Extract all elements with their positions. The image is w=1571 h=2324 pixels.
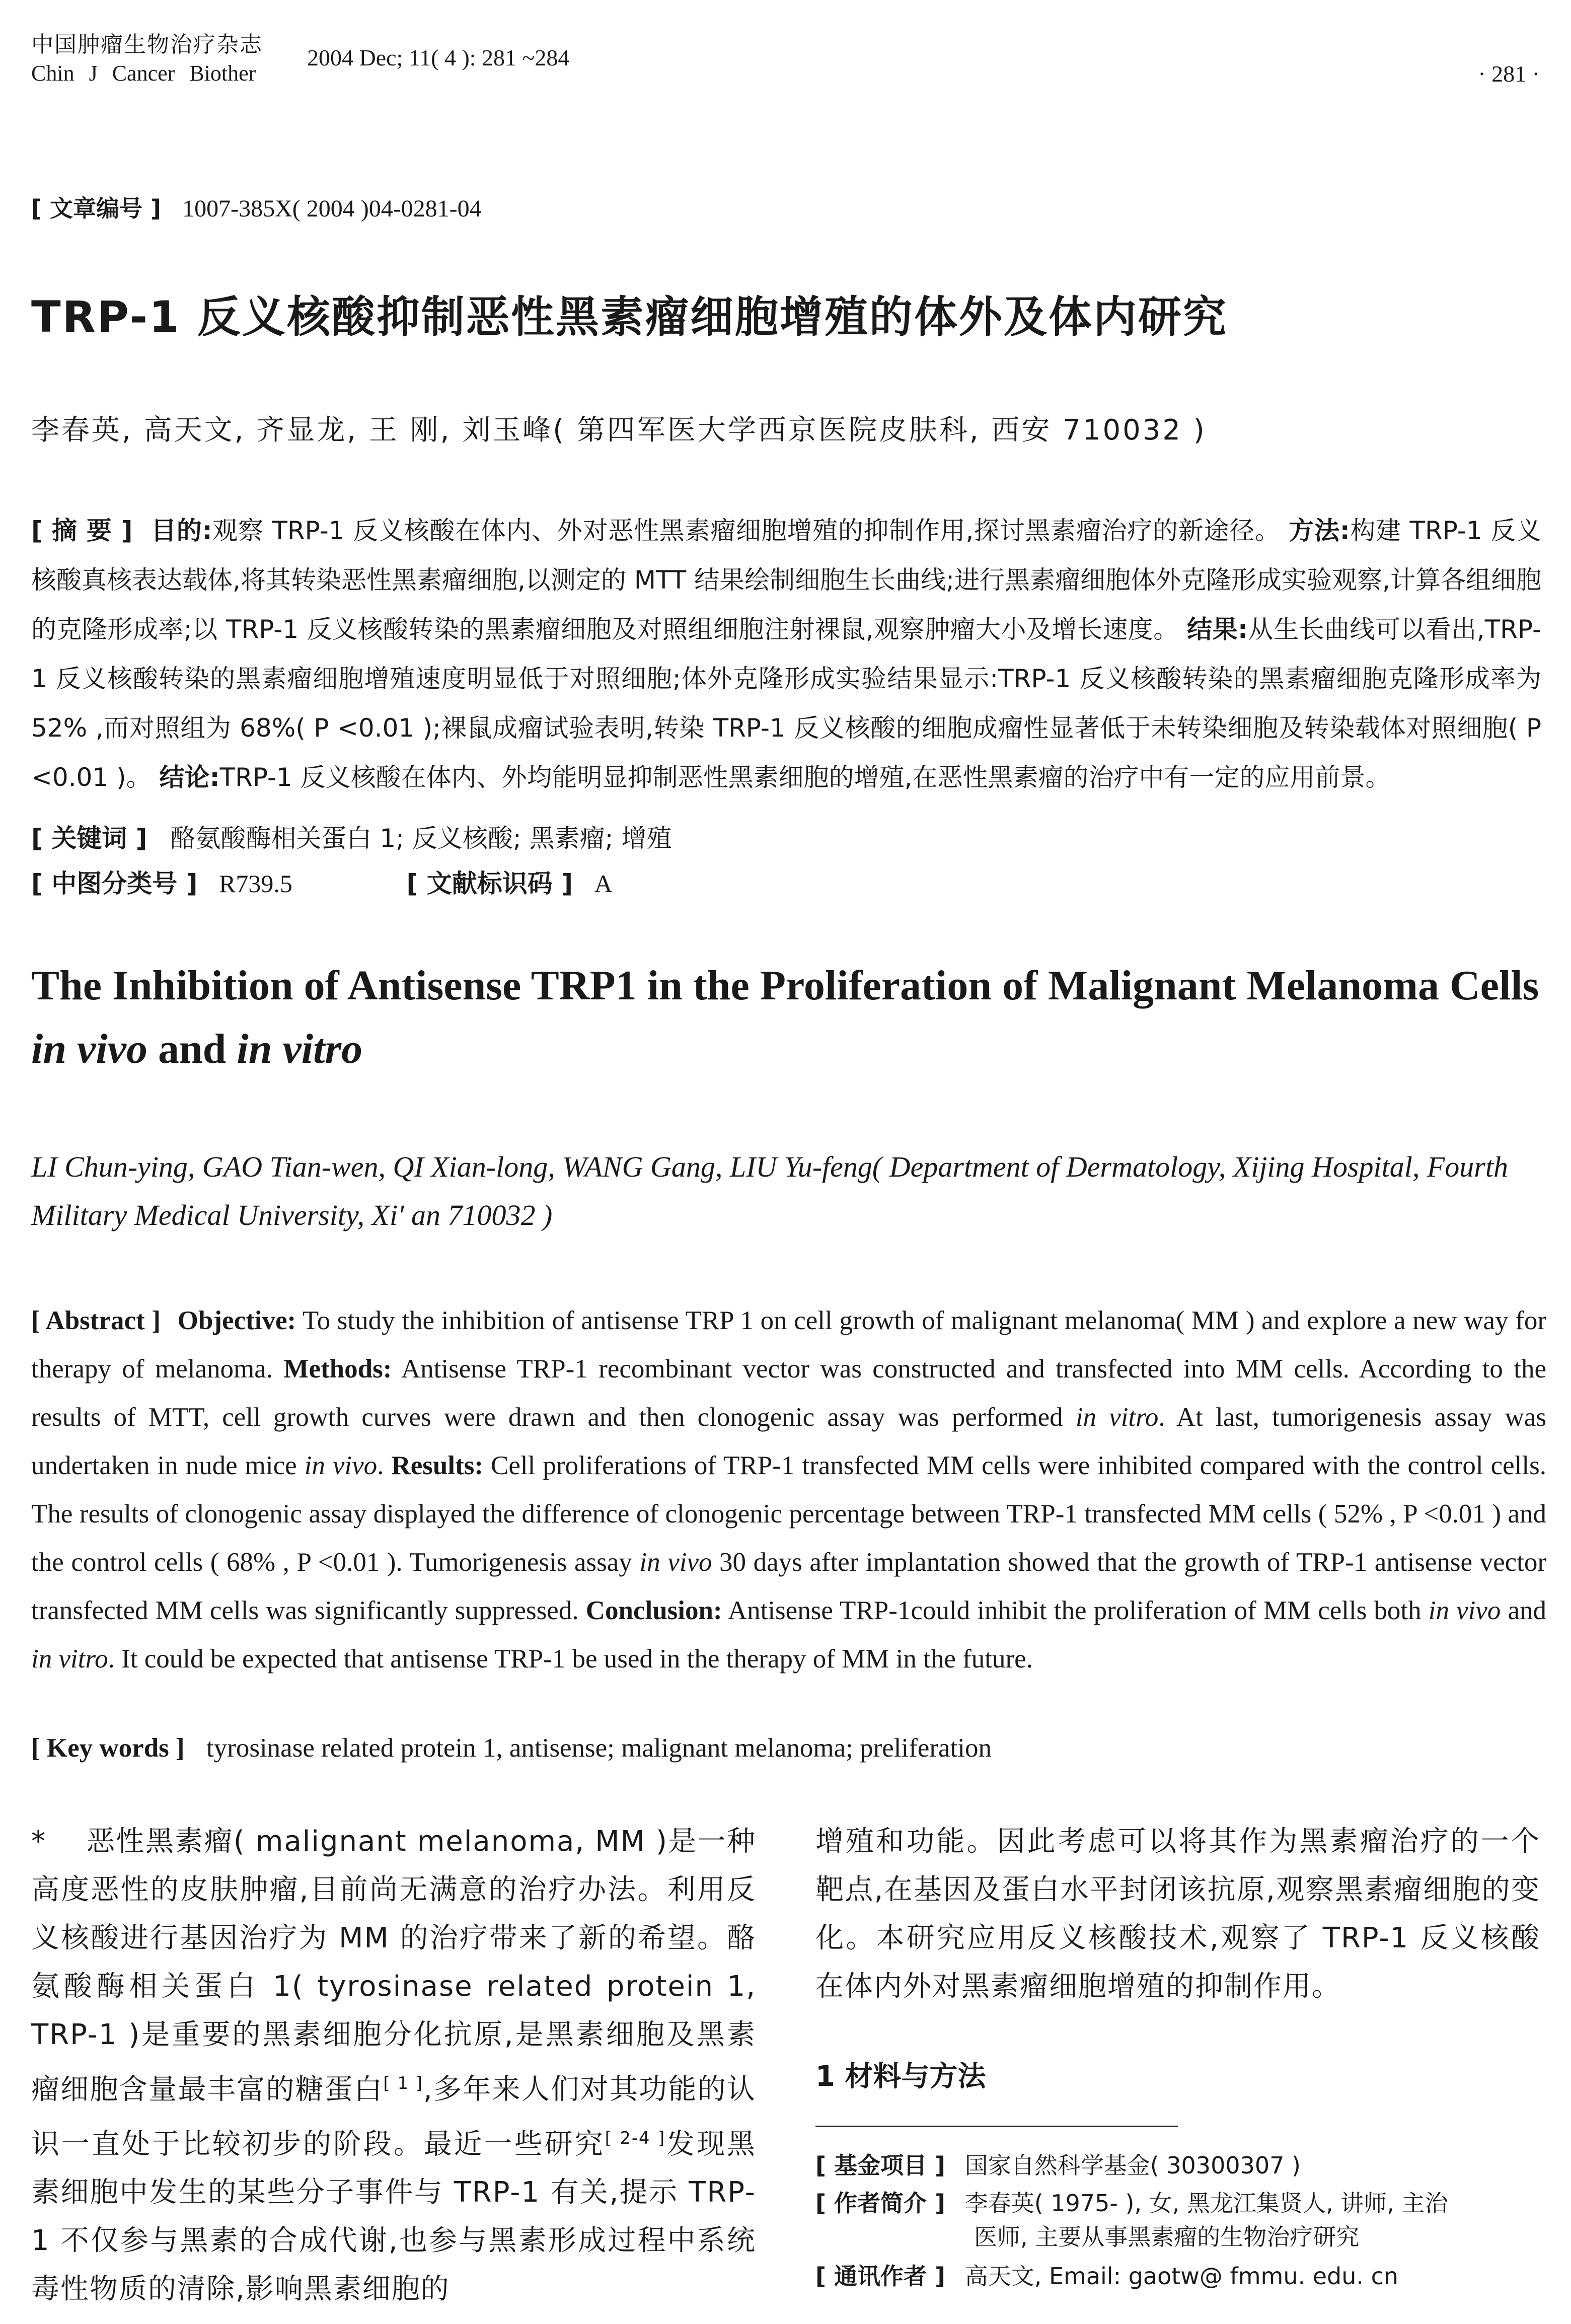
body-intro-1: 恶性黑素瘤( malignant melanoma, MM )是一种高度恶性的皮肤肿瘤,目前尚无满意的治疗办法。利用反义核酸进行基因治疗为 MM 的治疗带来了新的希望。酪氨酸酶相关蛋白 1( tyrosinase related protein 1, TRP-1 )是重要的黑素细胞分化抗原,是黑素细胞及黑素瘤细胞含量最丰富的糖蛋白	[31, 1825, 756, 2106]
classification-label: [ 中图分类号 ]	[31, 869, 198, 898]
title-en-in-vitro: in vitro	[237, 1026, 363, 1072]
conclusion-en-1: Antisense TRP-1could inhibit the proliferation of MM cells both	[727, 1596, 1429, 1625]
journal-name-en: Chin J Cancer Biother	[31, 61, 256, 86]
body-left-column	[31, 1818, 756, 2313]
article-id-value: 1007-385X( 2004 )04-0281-04	[182, 195, 482, 222]
keywords-cn-value: 酪氨酸酶相关蛋白 1; 反义核酸; 黑素瘤; 增殖	[170, 824, 672, 853]
author-bio-line-2: 医师, 主要从事黑素瘤的生物治疗研究	[974, 2223, 1360, 2250]
results-en-1: Cell proliferations of TRP-1 transfected MM cells were inhibited compared with the control cells. The results of clonogenic assay displayed the difference of clonogenic percentage between TRP-1 transfected MM cells ( 52% , P <0.01 ) and the control cells ( 68% , P <0.01 ). Tumorigenesis assay	[31, 1451, 1546, 1577]
article-id-label: [ 文章编号 ]	[31, 195, 162, 222]
keywords-en	[31, 1733, 992, 1763]
journal-issue: 2004 Dec; 11( 4 ): 281 ~284	[307, 45, 570, 70]
keywords-cn-label: [ 关键词 ]	[31, 824, 147, 853]
reference-2-4: [ 2-4 ]	[605, 2128, 666, 2148]
methods-en-1: Antisense TRP-1 recombinant vector was constructed and transfected into MM cells. According to the results of MTT, cell growth curves were drawn and then clonogenic assay was performed	[31, 1354, 1546, 1432]
classification	[31, 863, 613, 900]
results-label-en: Results:	[391, 1451, 483, 1480]
conclusion-label-cn: 结论:	[159, 763, 220, 792]
keywords-en-label: [ Key words ]	[31, 1733, 185, 1763]
fund-label: [ 基金项目 ]	[815, 2152, 946, 2179]
results-label-cn: 结果:	[1187, 615, 1248, 644]
authors-en: LI Chun-ying, GAO Tian-wen, QI Xian-long, WANG Gang, LIU Yu-feng( Department of Dermatology, Xijing Hospital, Fourth Military Medical University, Xi' an 710032 )	[31, 1150, 1508, 1231]
article-id	[31, 190, 482, 224]
conclusion-cn: TRP-1 反义核酸在体内、外均能明显抑制恶性黑素细胞的增殖,在恶性黑素瘤的治疗中有一定的应用前景。	[219, 763, 1391, 792]
methods-en-2: . At last, tumorigenesis assay was undertaken in nude mice	[31, 1403, 1547, 1480]
body-right-column: 增殖和功能。因此考虑可以将其作为黑素瘤治疗的一个靶点,在基因及蛋白水平封闭该抗原,观察黑素瘤细胞的变化。本研究应用反义核酸技术,观察了 TRP-1 反义核酸在体内外对黑素瘤细胞增殖的抑制作用。	[815, 1825, 1540, 2003]
methods-cn: 构建 TRP-1 反义核酸真核表达载体,将其转染恶性黑素瘤细胞,以测定的 MTT 结果绘制细胞生长曲线;进行黑素瘤细胞体外克隆形成实验观察,计算各组细胞的克隆形成率;以 TRP-1 反义核酸转染的黑素瘤细胞及对照组细胞注射裸鼠,观察肿瘤大小及增长速度。	[31, 516, 1541, 644]
corresponding-value: 高天文, Email: gaotw@ fmmu. edu. cn	[964, 2263, 1399, 2290]
abstract-cn-label: [ 摘 要 ]	[31, 516, 133, 545]
objective-cn: 观察 TRP-1 反义核酸在体内、外对恶性黑素瘤细胞增殖的抑制作用,探讨黑素瘤治疗的新途径。	[212, 516, 1281, 545]
results-en-2: 30 days after implantation showed that the growth of TRP-1 antisense vector transfected MM cells was significantly suppressed.	[31, 1548, 1547, 1625]
body-intro-2: ,多年来人们对其功能的认识一直处于比较初步的阶段。最近一些研究	[31, 2073, 756, 2161]
objective-label-en: Objective:	[177, 1306, 296, 1335]
title-en-main: The Inhibition of Antisense TRP1 in the Proliferation of Malignant Melanoma Cells	[31, 962, 1539, 1009]
author-bio-line-1: 李春英( 1975- ), 女, 黑龙江集贤人, 讲师, 主治	[964, 2190, 1448, 2217]
body-intro-3: 发现黑素细胞中发生的某些分子事件与 TRP-1 有关,提示 TRP-1 不仅参与黑素的合成代谢,也参与黑素形成过程中系统毒性物质的清除,影响黑素细胞的	[31, 2128, 757, 2306]
section-heading: 1 材料与方法	[815, 2060, 986, 2093]
authors-cn: 李春英, 高天文, 齐显龙, 王 刚, 刘玉峰( 第四军医大学西京医院皮肤科, 西安 710032 )	[31, 414, 1207, 447]
doc-code-value: A	[594, 869, 613, 898]
conclusion-label-en: Conclusion:	[585, 1596, 722, 1625]
abstract-en-label: [ Abstract ]	[31, 1306, 161, 1335]
footnote-corresponding	[815, 2261, 1398, 2292]
methods-label-en: Methods:	[283, 1354, 392, 1384]
objective-label-cn: 目的:	[151, 516, 212, 545]
results-cn: 从生长曲线可以看出,TRP-1 反义核酸转染的黑素瘤细胞增殖速度明显低于对照细胞;体外克隆形成实验结果显示:TRP-1 反义核酸转染的黑素瘤细胞克隆形成率为 52% ,而对照组为 68%( P <0.01 );裸鼠成瘤试验表明,转染 TRP-1 反义核酸的细胞成瘤性显著低于未转染细胞及转染载体对照细胞( P <0.01 )。	[31, 615, 1542, 792]
classification-value: R739.5	[219, 869, 292, 898]
doc-code-label: [ 文献标识码 ]	[406, 869, 573, 898]
methods-en-3: .	[377, 1451, 384, 1480]
conclusion-en-in-vivo: in vivo	[1428, 1596, 1501, 1625]
abstract-cn	[31, 506, 1541, 802]
abstract-en	[31, 1296, 1546, 1683]
methods-en-in-vivo: in vivo	[304, 1451, 378, 1480]
keywords-en-value: tyrosinase related protein 1, antisense; malignant melanoma; preliferation	[206, 1733, 992, 1763]
journal-name-cn: 中国肿瘤生物治疗杂志	[31, 32, 263, 57]
footnote-author	[815, 2188, 1448, 2219]
reference-1: [ 1 ]	[383, 2073, 423, 2093]
title-en	[31, 954, 1546, 1081]
results-en-in-vivo: in vivo	[639, 1548, 712, 1577]
footnote-divider	[815, 2126, 1178, 2127]
conclusion-en-in-vitro: in vitro	[31, 1644, 108, 1674]
page-number: · 281 ·	[1478, 61, 1540, 87]
footnote-fund	[815, 2150, 1301, 2181]
title-cn: TRP-1 反义核酸抑制恶性黑素瘤细胞增殖的体外及体内研究	[31, 292, 1228, 342]
footnote-star: *	[31, 1825, 46, 1858]
author-bio-label: [ 作者简介 ]	[815, 2190, 946, 2217]
methods-en-in-vitro: in vitro	[1075, 1403, 1159, 1432]
conclusion-en-2: and	[1501, 1596, 1546, 1625]
methods-label-cn: 方法:	[1289, 516, 1350, 545]
fund-value: 国家自然科学基金( 30300307 )	[964, 2152, 1301, 2179]
keywords-cn	[31, 818, 671, 854]
corresponding-label: [ 通讯作者 ]	[815, 2263, 946, 2290]
title-en-and: and	[147, 1026, 237, 1072]
title-en-in-vivo: in vivo	[31, 1026, 147, 1072]
objective-en: To study the inhibition of antisense TRP 1 on cell growth of malignant melanoma( MM ) and explore a new way for therapy of melanoma.	[31, 1306, 1547, 1384]
conclusion-en-3: . It could be expected that antisense TRP-1 be used in the therapy of MM in the future.	[108, 1644, 1033, 1674]
